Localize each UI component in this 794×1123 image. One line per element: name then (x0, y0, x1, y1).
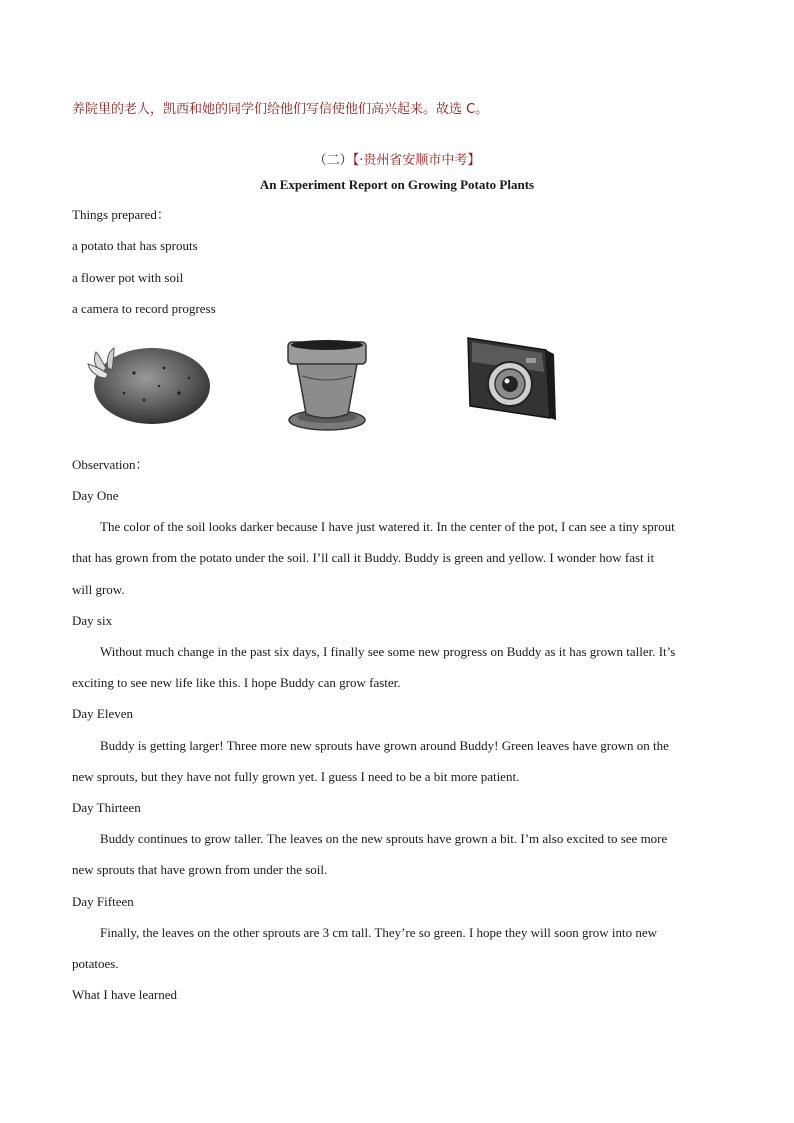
section-number: （二） (313, 153, 353, 168)
paragraph-line: Without much change in the past six days, I finally see some new progress on Buddy as it has grown taller. It’s (100, 644, 676, 659)
potato-icon (84, 338, 214, 430)
observation-heading: Observation： (72, 457, 149, 472)
report-title: An Experiment Report on Growing Potato Plants (259, 177, 535, 192)
paragraph-line: potatoes. (72, 956, 119, 971)
paragraph-line: Buddy is getting larger! Three more new sprouts have grown around Buddy! Green leaves have grown on the (100, 738, 669, 753)
day-label: Day Thirteen (72, 800, 141, 815)
learned-heading: What I have learned (72, 987, 178, 1002)
paragraph-line: will grow. (72, 582, 125, 597)
answer-note: 养院里的老人，凯西和她的同学们给他们写信使他们高兴起来。故选 C。 (72, 102, 489, 117)
day-label: Day Fifteen (72, 894, 134, 909)
prepared-item: a flower pot with soil (72, 270, 184, 285)
camera-icon (462, 332, 558, 424)
section-header (0, 149, 794, 168)
paragraph-line: Finally, the leaves on the other sprouts are 3 cm tall. They’re so green. I hope they will soon grow into new (100, 925, 658, 940)
prepared-item: a camera to record progress (72, 301, 216, 316)
day-label: Day six (72, 613, 113, 628)
prepared-item: a potato that has sprouts (72, 238, 198, 253)
flower-pot-icon (282, 336, 372, 440)
paragraph-line: Buddy continues to grow taller. The leaves on the new sprouts have grown a bit. I’m also excited to see more (100, 831, 668, 846)
things-prepared-heading: Things prepared： (72, 207, 170, 222)
exam-source: 【·贵州省安顺市中考】 (352, 153, 481, 168)
paragraph-line: that has grown from the potato under the soil. I’ll call it Buddy. Buddy is green and yellow. I wonder how fast it (72, 550, 655, 565)
paragraph-line: exciting to see new life like this. I hope Buddy can grow faster. (72, 675, 401, 690)
day-label: Day Eleven (72, 706, 134, 721)
paragraph-line: new sprouts that have grown from under the soil. (72, 862, 328, 877)
paragraph-line: new sprouts, but they have not fully grown yet. I guess I need to be a bit more patient. (72, 769, 520, 784)
day-label: Day One (72, 488, 119, 503)
paragraph-line: The color of the soil looks darker because I have just watered it. In the center of the pot, I can see a tiny sprout (100, 519, 675, 534)
